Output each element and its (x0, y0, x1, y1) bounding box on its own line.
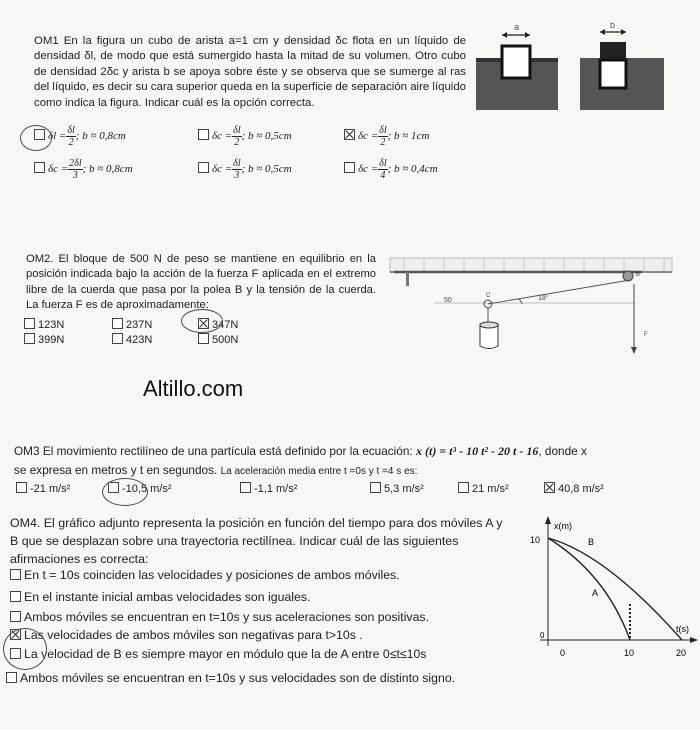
om2-option-label: 347N (212, 319, 239, 331)
om3-checkbox-1[interactable] (16, 482, 27, 493)
om3-statement (14, 442, 700, 481)
om4-option-1[interactable] (10, 568, 400, 582)
om3-option-label: -21 m/s² (30, 483, 71, 495)
om3-option-label: 21 m/s² (472, 483, 509, 495)
om1-option-lhs: δl = (48, 130, 67, 143)
x-tick-20: 20 (676, 648, 687, 658)
svg-text:F: F (644, 332, 648, 338)
om2-statement: OM2. El bloque de 500 N de peso se mantiene en equilibrio en la posición indicada bajo la acción de la fuerza F aplicada en el extremo libre de la cuerda que pasa por la polea B y la tensión de la cuerda. La fuerza F es de aproximadamente: (26, 253, 376, 312)
om4-statement: OM4. El gráfico adjunto representa la posición en función del tiempo para dos móviles A y B que se desplazan sobre una trayectoria rectilínea. Indicar cuál de las siguientes afirmaciones es correcta: (10, 516, 503, 566)
om3-equation: x (t) = t³ - 10 t² - 20 t - 16 (415, 444, 539, 458)
svg-text:18°: 18° (538, 295, 549, 302)
om1-option-fraction (68, 158, 82, 181)
om3-option-label: -10,5 m/s² (122, 483, 172, 495)
om2-checkbox-5[interactable] (112, 333, 123, 344)
om2-option-label: 399N (38, 334, 65, 346)
om1-fraction-numerator: δl (379, 158, 387, 169)
om1-checkbox-4[interactable] (34, 162, 45, 173)
svg-text:C: C (486, 293, 491, 299)
om2-checkbox-4[interactable] (24, 333, 35, 344)
om2-option-5[interactable] (112, 333, 152, 346)
om3-text-a: OM3 El movimiento rectilíneo de una partícula está definido por la ecuación: (14, 444, 413, 458)
om3-option-6[interactable] (544, 482, 604, 495)
om1-fraction-numerator: δl (233, 158, 241, 169)
om1-option-rhs: ; b ≈ 0,8cm (82, 163, 133, 176)
handwritten-circle-om4 (3, 628, 47, 670)
om1-checkbox-3[interactable] (344, 129, 355, 140)
om4-chart (526, 514, 700, 664)
om1-checkbox-2[interactable] (198, 129, 209, 140)
x-tick-0: 0 (560, 648, 566, 658)
om1-option-6[interactable] (344, 158, 438, 181)
y-axis-label: x(m) (554, 521, 572, 531)
om1-fraction-numerator: δl (379, 125, 387, 136)
om3-option-label: 40,8 m/s² (558, 483, 604, 495)
y-tick-10: 10 (530, 535, 541, 545)
om2-figure (384, 250, 684, 360)
om1-checkbox-5[interactable] (198, 162, 209, 173)
series-b-label: B (588, 537, 595, 547)
om4-option-label: Ambos móviles se encuentran en t=10s y sus velocidades son de distinto signo. (20, 671, 456, 685)
om1-option-fraction (378, 158, 387, 181)
om4-option-label: En t = 10s coinciden las velocidades y posiciones de ambos móviles. (24, 568, 400, 582)
om4-checkbox-6[interactable] (6, 672, 17, 683)
om2-option-2[interactable] (112, 318, 152, 331)
om3-option-label: 5,3 m/s² (384, 483, 424, 495)
om1-option-fraction (232, 125, 241, 148)
om4-option-3[interactable] (10, 610, 429, 624)
om1-fraction-numerator: 2δl (69, 158, 82, 169)
svg-text:50: 50 (444, 297, 452, 304)
svg-text:B: B (636, 272, 641, 278)
om1-option-2[interactable] (198, 125, 292, 148)
om1-option-lhs: δc = (212, 163, 233, 176)
om2-option-4[interactable] (24, 333, 64, 346)
om2-checkbox-1[interactable] (24, 318, 35, 329)
om1-option-fraction (232, 158, 241, 181)
om3-option-5[interactable] (458, 482, 509, 495)
om4-option-label: En el instante inicial ambas velocidades son iguales. (24, 590, 311, 604)
om1-fraction-denominator: 3 (234, 170, 240, 181)
curve-b (548, 538, 682, 640)
om1-option-rhs: ; b ≈ 1cm (387, 130, 430, 143)
om3-text-d: La aceleración media entre t =0s y t =4 s es: (220, 466, 418, 477)
om2-option-label: 423N (126, 334, 153, 346)
om3-option-4[interactable] (370, 482, 424, 495)
om4-option-2[interactable] (10, 590, 310, 604)
handwritten-circle-om3 (102, 478, 148, 506)
om4-option-label: La velocidad de B es siempre mayor en módulo que la de A entre 0≤t≤10s (24, 647, 427, 661)
handwritten-circle-om2 (181, 309, 223, 333)
om4-checkbox-2[interactable] (10, 591, 21, 602)
om3-text-b: , donde x (538, 444, 587, 458)
om1-option-5[interactable] (198, 158, 292, 181)
svg-text:b: b (610, 22, 616, 30)
om1-option-rhs: ; b ≈ 0,5cm (241, 130, 292, 143)
om1-option-4[interactable] (34, 158, 133, 181)
om1-option-lhs: δc = (212, 130, 233, 143)
om3-option-3[interactable] (240, 482, 297, 495)
om1-fraction-denominator: 2 (234, 137, 240, 148)
om1-fraction-numerator: δl (233, 125, 241, 136)
om2-option-label: 237N (126, 319, 153, 331)
om3-option-label: -1,1 m/s² (254, 483, 298, 495)
watermark-text: Altillo.com (143, 376, 244, 401)
om4-option-label: Las velocidades de ambos móviles son negativas para t>10s . (24, 628, 363, 642)
om4-option-4[interactable] (10, 628, 363, 642)
om1-option-lhs: δc = (358, 130, 379, 143)
x-tick-10: 10 (624, 648, 635, 658)
x-axis-label: t(s) (676, 624, 689, 634)
om1-option-lhs: δc = (48, 163, 69, 176)
om3-checkbox-6[interactable] (544, 482, 555, 493)
origin-label: 0 (540, 631, 545, 640)
om4-option-label: Ambos móviles se encuentran en t=10s y sus aceleraciones son positivas. (24, 610, 429, 624)
svg-text:a: a (514, 22, 520, 32)
om1-option-rhs: ; b ≈ 0,8cm (75, 130, 126, 143)
om4-checkbox-1[interactable] (10, 569, 21, 580)
om1-option-rhs: ; b ≈ 0,4cm (387, 163, 438, 176)
om4-option-6[interactable] (6, 668, 512, 688)
om1-figure (476, 22, 664, 114)
om2-checkbox-2[interactable] (112, 318, 123, 329)
om1-option-lhs: δc = (358, 163, 379, 176)
om1-checkbox-6[interactable] (344, 162, 355, 173)
om3-option-1[interactable] (16, 482, 70, 495)
om3-checkbox-5[interactable] (458, 482, 469, 493)
om1-fraction-denominator: 3 (72, 170, 78, 181)
handwritten-circle-om1 (20, 125, 52, 151)
om4-checkbox-3[interactable] (10, 611, 21, 622)
om1-fraction-denominator: 2 (68, 137, 74, 148)
om3-text-c: se expresa en metros y t en segundos. (14, 463, 218, 477)
om2-option-1[interactable] (24, 318, 64, 331)
om2-checkbox-6[interactable] (198, 333, 209, 344)
om1-statement: OM1 En la figura un cubo de arista a=1 cm y densidad δc flota en un líquido de densidad δl, de modo que está sumergido hasta la mitad de su volumen. Otro cubo de densidad 2δc y arista b se apoya sobre éste y se observa que se sumerge al ras del líquido, es decir su cara superior queda en la superficie de separación aire líquido como indica la figura. Indicar cuál es la opción correcta. (34, 35, 466, 109)
om2-option-label: 500N (212, 334, 239, 346)
om2-option-label: 123N (38, 319, 65, 331)
om1-fraction-denominator: 4 (380, 170, 386, 181)
series-a-label: A (592, 588, 599, 598)
om1-option-fraction (66, 125, 75, 148)
om4-option-5[interactable] (10, 647, 426, 661)
om1-fraction-numerator: δl (67, 125, 75, 136)
om1-option-3[interactable] (344, 125, 429, 148)
curve-a (548, 538, 630, 640)
om2-option-6[interactable] (198, 333, 238, 346)
om3-checkbox-3[interactable] (240, 482, 251, 493)
om1-option-rhs: ; b ≈ 0,5cm (241, 163, 292, 176)
om3-checkbox-4[interactable] (370, 482, 381, 493)
om1-fraction-denominator: 2 (380, 137, 386, 148)
om1-option-fraction (378, 125, 387, 148)
